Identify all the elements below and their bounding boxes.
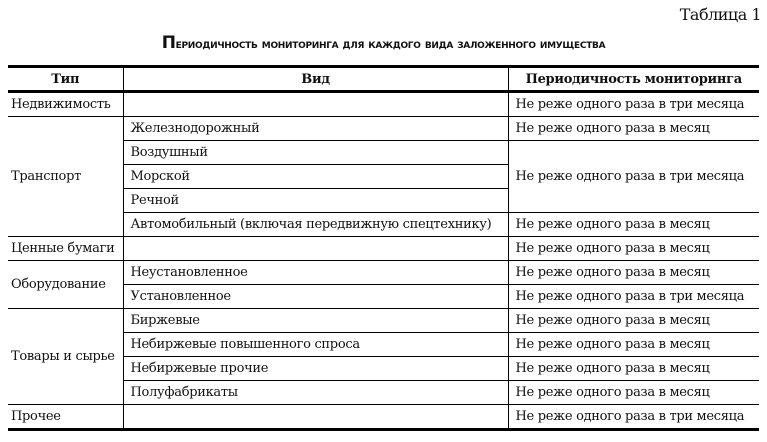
cell-period: Не реже одного раза в месяц [508, 213, 759, 237]
cell-type: Недвижимость [8, 92, 123, 117]
table-row [8, 309, 759, 333]
cell-period: Не реже одного раза в месяц [508, 237, 759, 261]
table-title [0, 33, 767, 53]
cell-kind: Небиржевые повышенного спроса [123, 333, 508, 357]
cell-type: Товары и сырье [8, 309, 123, 405]
monitoring-table [8, 65, 759, 431]
cell-period: Не реже одного раза в три месяца [508, 92, 759, 117]
cell-period: Не реже одного раза в месяц [508, 381, 759, 405]
cell-kind: Полуфабрикаты [123, 381, 508, 405]
table-number: Таблица 1 [679, 5, 761, 24]
cell-kind: Небиржевые прочие [123, 357, 508, 381]
cell-type: Прочее [8, 405, 123, 430]
cell-kind: Автомобильный (включая передвижную спецтехнику) [123, 213, 508, 237]
cell-kind [123, 237, 508, 261]
header-type: Тип [8, 67, 123, 92]
cell-period: Не реже одного раза в месяц [508, 309, 759, 333]
cell-kind: Морской [123, 165, 508, 189]
cell-period: Не реже одного раза в три месяца [508, 285, 759, 309]
header-period: Периодичность мониторинга [508, 67, 759, 92]
table-title-initial: П [161, 33, 176, 53]
header-kind: Вид [123, 67, 508, 92]
cell-kind: Биржевые [123, 309, 508, 333]
table-row [8, 92, 759, 117]
cell-type: Оборудование [8, 261, 123, 309]
table-row [8, 117, 759, 141]
cell-kind [123, 405, 508, 430]
cell-kind: Установленное [123, 285, 508, 309]
cell-type: Ценные бумаги [8, 237, 123, 261]
table-row [8, 405, 759, 430]
cell-type: Транспорт [8, 117, 123, 237]
table-row [8, 261, 759, 285]
cell-period: Не реже одного раза в месяц [508, 117, 759, 141]
cell-period: Не реже одного раза в три месяца [508, 141, 759, 213]
cell-kind: Железнодорожный [123, 117, 508, 141]
cell-kind: Неустановленное [123, 261, 508, 285]
cell-kind: Воздушный [123, 141, 508, 165]
cell-period: Не реже одного раза в месяц [508, 261, 759, 285]
cell-period: Не реже одного раза в месяц [508, 333, 759, 357]
table-title-rest: ериодичность мониторинга для каждого вида заложенного имущества [175, 37, 606, 52]
cell-kind: Речной [123, 189, 508, 213]
cell-period: Не реже одного раза в месяц [508, 357, 759, 381]
table-header-row [8, 67, 759, 92]
cell-period: Не реже одного раза в три месяца [508, 405, 759, 430]
cell-kind [123, 92, 508, 117]
table-row [8, 237, 759, 261]
